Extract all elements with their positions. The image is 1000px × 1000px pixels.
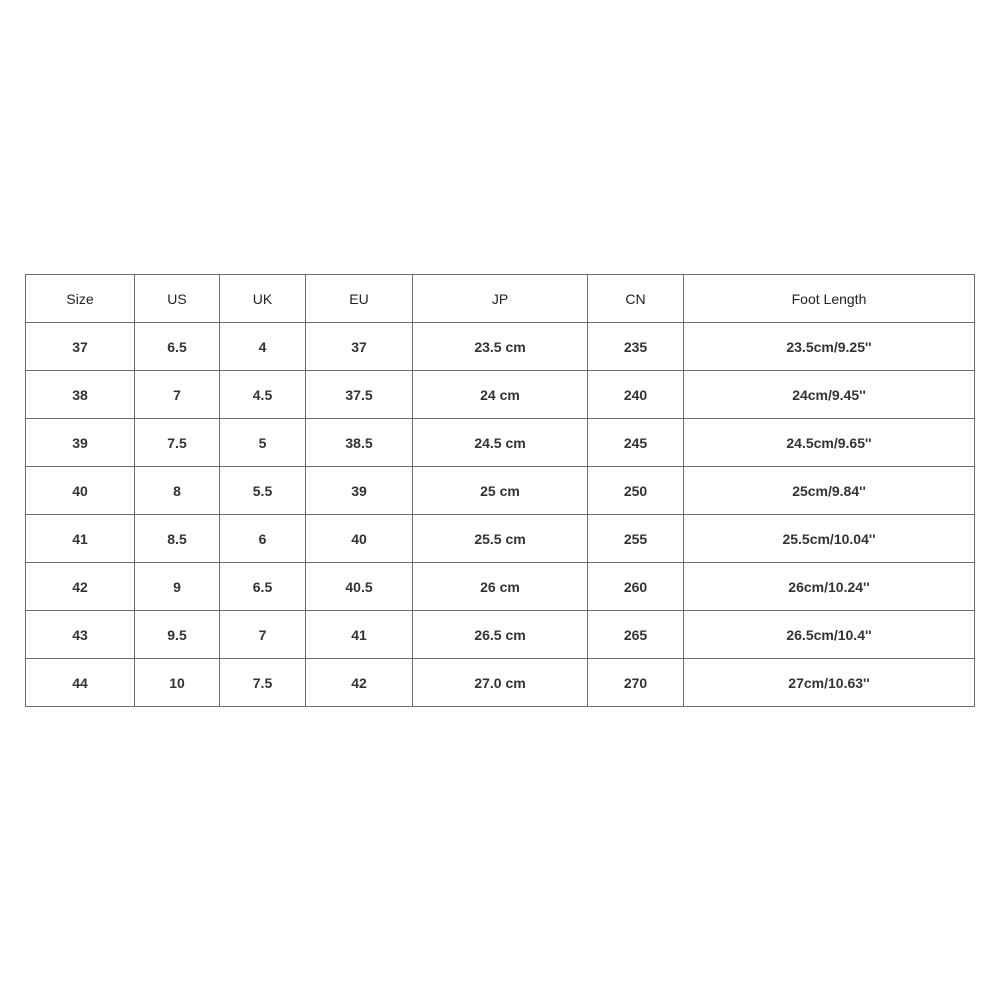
cell-foot-length: 26.5cm/10.4'' [684, 611, 975, 659]
header-cn: CN [588, 275, 684, 323]
cell-uk: 7 [220, 611, 306, 659]
cell-jp: 25.5 cm [413, 515, 588, 563]
cell-size: 38 [26, 371, 135, 419]
cell-size: 42 [26, 563, 135, 611]
cell-foot-length: 25.5cm/10.04'' [684, 515, 975, 563]
header-row [26, 275, 975, 323]
cell-size: 37 [26, 323, 135, 371]
table-row [26, 563, 975, 611]
cell-foot-length: 24cm/9.45'' [684, 371, 975, 419]
cell-size: 39 [26, 419, 135, 467]
cell-jp: 26 cm [413, 563, 588, 611]
cell-jp: 24.5 cm [413, 419, 588, 467]
cell-size: 44 [26, 659, 135, 707]
cell-jp: 27.0 cm [413, 659, 588, 707]
cell-uk: 6.5 [220, 563, 306, 611]
cell-us: 7.5 [135, 419, 220, 467]
cell-cn: 240 [588, 371, 684, 419]
cell-eu: 37 [306, 323, 413, 371]
cell-uk: 6 [220, 515, 306, 563]
cell-uk: 5.5 [220, 467, 306, 515]
header-foot-length: Foot Length [684, 275, 975, 323]
cell-us: 10 [135, 659, 220, 707]
header-uk: UK [220, 275, 306, 323]
cell-cn: 260 [588, 563, 684, 611]
cell-us: 8 [135, 467, 220, 515]
cell-foot-length: 23.5cm/9.25'' [684, 323, 975, 371]
cell-size: 40 [26, 467, 135, 515]
cell-us: 9.5 [135, 611, 220, 659]
table-row [26, 467, 975, 515]
header-jp: JP [413, 275, 588, 323]
cell-foot-length: 27cm/10.63'' [684, 659, 975, 707]
cell-cn: 265 [588, 611, 684, 659]
cell-eu: 41 [306, 611, 413, 659]
cell-cn: 255 [588, 515, 684, 563]
cell-jp: 23.5 cm [413, 323, 588, 371]
cell-jp: 25 cm [413, 467, 588, 515]
header-size: Size [26, 275, 135, 323]
cell-foot-length: 24.5cm/9.65'' [684, 419, 975, 467]
cell-eu: 42 [306, 659, 413, 707]
cell-uk: 7.5 [220, 659, 306, 707]
cell-size: 41 [26, 515, 135, 563]
cell-eu: 40 [306, 515, 413, 563]
cell-size: 43 [26, 611, 135, 659]
cell-us: 6.5 [135, 323, 220, 371]
cell-cn: 250 [588, 467, 684, 515]
table-row [26, 611, 975, 659]
header-eu: EU [306, 275, 413, 323]
size-chart-table [25, 274, 975, 707]
header-us: US [135, 275, 220, 323]
cell-eu: 37.5 [306, 371, 413, 419]
cell-cn: 235 [588, 323, 684, 371]
cell-jp: 24 cm [413, 371, 588, 419]
cell-cn: 270 [588, 659, 684, 707]
cell-eu: 39 [306, 467, 413, 515]
cell-foot-length: 25cm/9.84'' [684, 467, 975, 515]
table-row [26, 371, 975, 419]
cell-eu: 38.5 [306, 419, 413, 467]
cell-jp: 26.5 cm [413, 611, 588, 659]
table-row [26, 515, 975, 563]
table-row [26, 659, 975, 707]
cell-uk: 5 [220, 419, 306, 467]
table-row [26, 323, 975, 371]
table-row [26, 419, 975, 467]
cell-us: 8.5 [135, 515, 220, 563]
cell-uk: 4 [220, 323, 306, 371]
cell-us: 9 [135, 563, 220, 611]
cell-uk: 4.5 [220, 371, 306, 419]
cell-cn: 245 [588, 419, 684, 467]
cell-foot-length: 26cm/10.24'' [684, 563, 975, 611]
cell-us: 7 [135, 371, 220, 419]
cell-eu: 40.5 [306, 563, 413, 611]
